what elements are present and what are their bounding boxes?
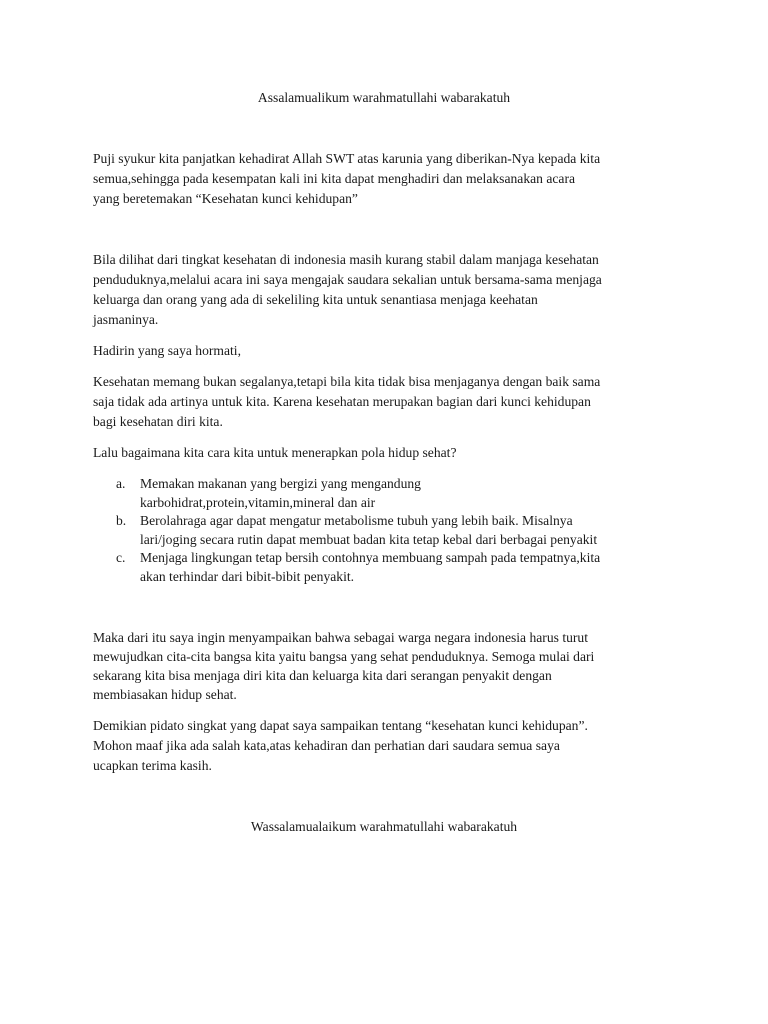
list-marker: a. bbox=[116, 476, 126, 491]
list-item-line: Menjaga lingkungan tetap bersih contohnya membuang sampah pada tempatnya,kita bbox=[140, 550, 601, 565]
paragraph-line: membiasakan hidup sehat. bbox=[93, 687, 237, 702]
closing-greeting: Wassalamualaikum warahmatullahi wabarakatuh bbox=[250, 819, 518, 834]
paragraph-address-audience: Hadirin yang saya hormati, bbox=[93, 343, 241, 358]
paragraph-question: Lalu bagaimana kita cara kita untuk menerapkan pola hidup sehat? bbox=[93, 445, 457, 460]
opening-greeting: Assalamualikum warahmatullahi wabarakatuh bbox=[257, 90, 511, 105]
list-marker: c. bbox=[116, 550, 126, 565]
paragraph-line: ucapkan terima kasih. bbox=[93, 758, 212, 773]
paragraph-line: jasmaninya. bbox=[93, 312, 159, 327]
paragraph-line: Maka dari itu saya ingin menyampaikan bahwa sebagai warga negara indonesia harus turut bbox=[93, 630, 588, 645]
list-marker: b. bbox=[116, 513, 127, 528]
list-item-line: Memakan makanan yang bergizi yang mengandung bbox=[140, 476, 421, 491]
paragraph-line: Mohon maaf jika ada salah kata,atas kehadiran dan perhatian dari saudara semua saya bbox=[93, 738, 560, 753]
paragraph-line: semua,sehingga pada kesempatan kali ini kita dapat menghadiri dan melaksanakan acara bbox=[93, 171, 576, 186]
list-item-line: akan terhindar dari bibit-bibit penyakit. bbox=[140, 569, 355, 584]
list-item-line: lari/joging secara rutin dapat membuat badan kita tetap kebal dari berbagai penyakit bbox=[140, 532, 598, 547]
paragraph-line: sekarang kita bisa menjaga diri kita dan keluarga kita dari serangan penyakit dengan bbox=[93, 668, 552, 683]
paragraph-line: saja tidak ada artinya untuk kita. Karena kesehatan merupakan bagian dari kunci kehidupan bbox=[93, 394, 591, 409]
paragraph-line: yang beretemakan “Kesehatan kunci kehidupan” bbox=[93, 191, 358, 206]
paragraph-line: mewujudkan cita-cita bangsa kita yaitu bangsa yang sehat penduduknya. Semoga mulai dari bbox=[93, 649, 595, 664]
paragraph-line: Kesehatan memang bukan segalanya,tetapi bila kita tidak bisa menjaganya dengan baik sama bbox=[93, 374, 601, 389]
list-item-line: karbohidrat,protein,vitamin,mineral dan air bbox=[140, 495, 376, 510]
paragraph-line: Puji syukur kita panjatkan kehadirat Allah SWT atas karunia yang diberikan-Nya kepada kita bbox=[93, 151, 601, 166]
paragraph-line: keluarga dan orang yang ada di sekeliling kita untuk senantiasa menjaga keehatan bbox=[93, 292, 538, 307]
paragraph-line: Demikian pidato singkat yang dapat saya sampaikan tentang “kesehatan kunci kehidupan”. bbox=[93, 718, 588, 733]
paragraph-line: bagi kesehatan diri kita. bbox=[93, 414, 223, 429]
paragraph-line: Bila dilihat dari tingkat kesehatan di indonesia masih kurang stabil dalam manjaga kesehatan bbox=[93, 252, 599, 267]
list-item-line: Berolahraga agar dapat mengatur metabolisme tubuh yang lebih baik. Misalnya bbox=[140, 513, 573, 528]
paragraph-line: penduduknya,melalui acara ini saya mengajak saudara sekalian untuk bersama-sama menjaga bbox=[93, 272, 602, 287]
